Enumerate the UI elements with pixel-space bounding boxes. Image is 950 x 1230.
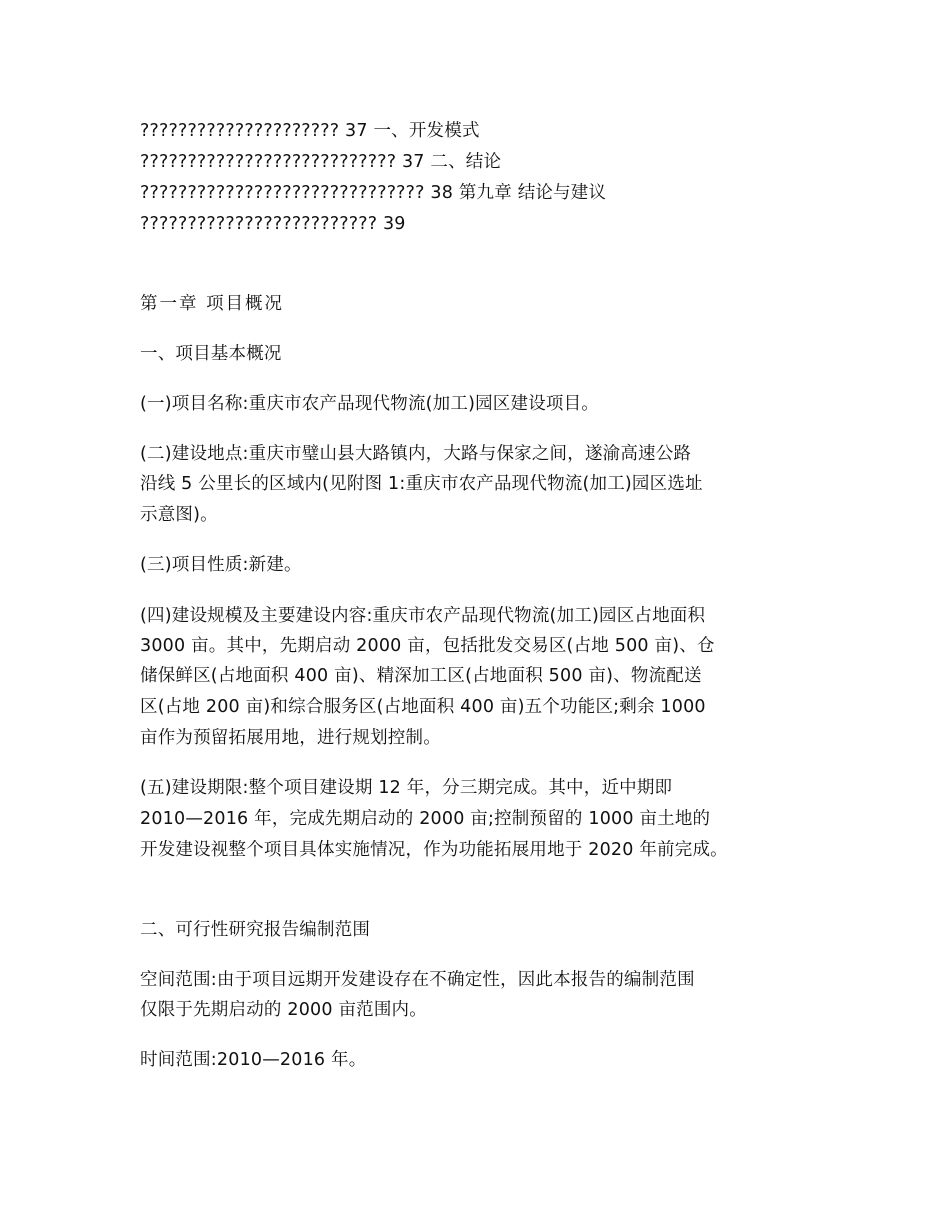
toc-line: ????????????????????????? 39 <box>140 214 406 234</box>
paragraph-line: 亩作为预留拓展用地，进行规划控制。 <box>140 728 441 748</box>
paragraph-line: 示意图)。 <box>140 505 218 525</box>
section-title: 一、项目基本概况 <box>140 344 282 364</box>
paragraph-line: (一)项目名称:重庆市农产品现代物流(加工)园区建设项目。 <box>140 394 600 414</box>
toc-line: ??????????????????????????? 37 二、结论 <box>140 152 502 172</box>
paragraph-line: 空间范围:由于项目远期开发建设存在不确定性，因此本报告的编制范围 <box>140 970 695 990</box>
chapter-title: 第一章 项目概况 <box>140 294 285 314</box>
paragraph-line: 仅限于先期启动的 2000 亩范围内。 <box>140 1000 427 1020</box>
toc-line: ????????????????????? 37 一、开发模式 <box>140 121 480 141</box>
paragraph-line: 区(占地 200 亩)和综合服务区(占地面积 400 亩)五个功能区;剩余 1000 <box>140 697 706 717</box>
paragraph-line: 3000 亩。其中，先期启动 2000 亩，包括批发交易区(占地 500 亩)、仓 <box>140 636 715 656</box>
paragraph-line: 2010—2016 年，完成先期启动的 2000 亩;控制预留的 1000 亩土地的 <box>140 809 711 829</box>
paragraph-line: 沿线 5 公里长的区域内(见附图 1:重庆市农产品现代物流(加工)园区选址 <box>140 474 703 494</box>
paragraph-line: (二)建设地点:重庆市璧山县大路镇内，大路与保家之间，遂渝高速公路 <box>140 444 692 464</box>
paragraph-line: (四)建设规模及主要建设内容:重庆市农产品现代物流(加工)园区占地面积 <box>140 606 706 626</box>
paragraph-line: (三)项目性质:新建。 <box>140 555 302 575</box>
section-title: 二、可行性研究报告编制范围 <box>140 920 371 940</box>
paragraph-line: 时间范围:2010—2016 年。 <box>140 1050 367 1070</box>
paragraph-line: 储保鲜区(占地面积 400 亩)、精深加工区(占地面积 500 亩)、物流配送 <box>140 666 702 686</box>
toc-line: ?????????????????????????????? 38 第九章 结论与建议 <box>140 183 607 203</box>
paragraph-line: (五)建设期限:整个项目建设期 12 年，分三期完成。其中，近中期即 <box>140 778 673 798</box>
paragraph-line: 开发建设视整个项目具体实施情况，作为功能拓展用地于 2020 年前完成。 <box>140 840 728 860</box>
